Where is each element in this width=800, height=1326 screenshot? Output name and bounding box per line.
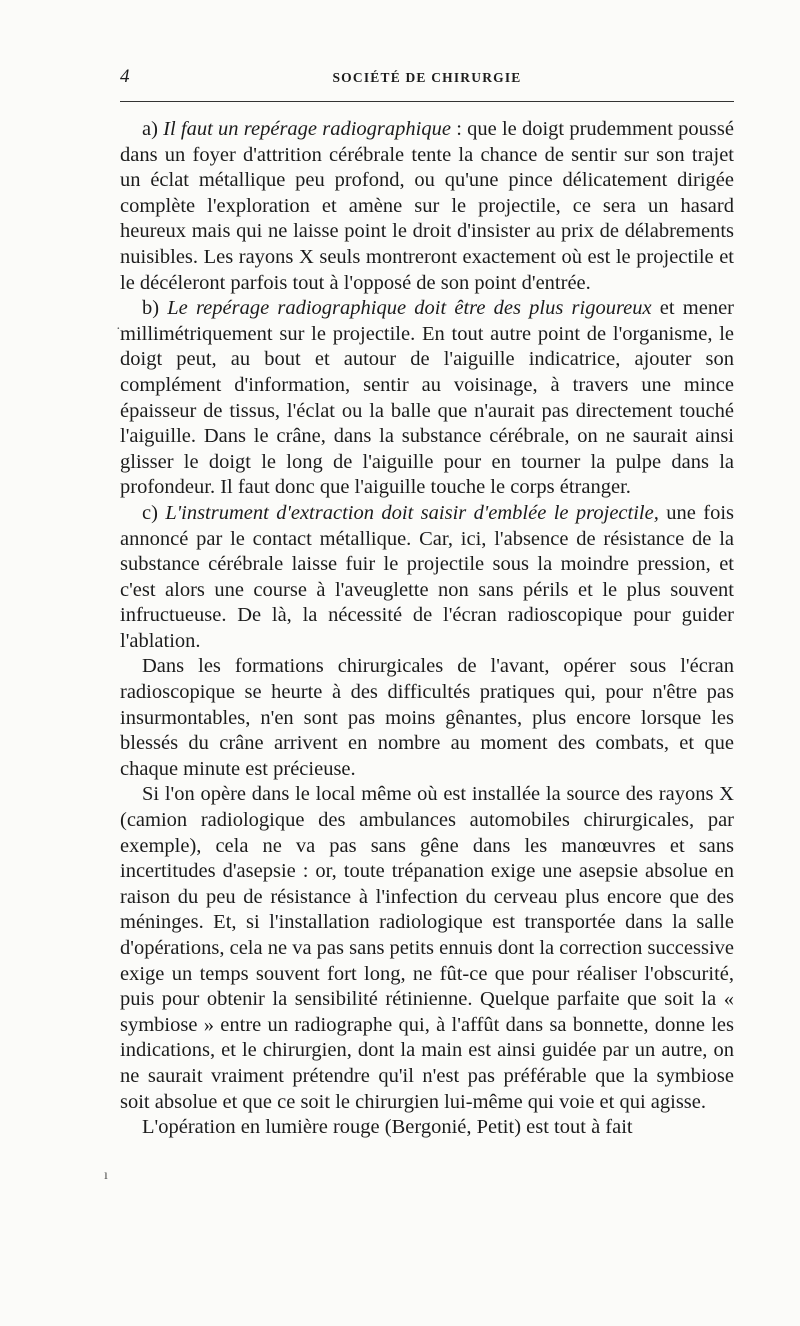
page-header (120, 66, 734, 94)
paragraph-text: : que le doigt prudemment poussé dans un foyer d'attrition cérébrale tente la chance de sentir sur son trajet un éclat métallique peu profond, ou qu'une pince délicatement dirigée complète l'exploration et amène sur le projectile, ce sera un hasard heureux mais qui ne laisse point le droit d'insister au prix de délabrements nuisibles. Les rayons X seuls montreront exactement où est le projectile et le décéleront parfois tout à l'opposé de son point d'entrée. (120, 118, 734, 294)
paragraph-emphasis: L'instrument d'extraction doit saisir d'emblée le projectile, (165, 501, 659, 524)
paragraph-local (120, 782, 734, 1115)
paragraph-text: une fois annoncé par le contact métallique. Car, ici, l'absence de résistance de la substance cérébrale laisse fuir le projectile sous la moindre pression, et c'est alors une course à l'aveuglette non sans périls et le plus souvent infructueuse. De là, la nécessité de l'écran radioscopique pour guider l'ablation. (120, 501, 734, 652)
paragraph-text: et mener millimétriquement sur le projectile. En tout autre point de l'organisme, le doigt peut, au bout et autour de l'aiguille indicatrice, ajouter son complément d'information, sentir au voisinage, à travers une mince épaisseur de tissus, l'éclat ou la balle que n'aurait pas directement touché l'aiguille. Dans le crâne, dans la substance cérébrale, on ne saurait ainsi glisser le doigt le long de l'aiguille pour en tourner la pulpe dans la profondeur. Il faut donc que l'aiguille touche le corps étranger. (120, 297, 734, 499)
paragraph-a (120, 117, 734, 296)
paragraph-label: b) (142, 297, 160, 320)
paragraph-b (120, 296, 734, 501)
paragraph-formations (120, 654, 734, 782)
paragraph-text: Dans les formations chirurgicales de l'avant, opérer sous l'écran radioscopique se heurte à des difficultés pratiques qui, pour n'être pas insurmontables, n'en sont pas moins gênantes, plus encore lorsque les blessés du crâne arrivent en nombre au moment des combats, et que chaque minute est précieuse. (120, 655, 734, 780)
paragraph-label: a) (142, 118, 158, 140)
header-rule (120, 101, 734, 102)
paragraph-lumiere-rouge (120, 1115, 734, 1141)
running-title: SOCIÉTÉ DE CHIRURGIE (332, 70, 522, 85)
margin-tick: · (116, 322, 121, 337)
paragraph-emphasis: Il faut un repérage radiographique (163, 118, 451, 140)
paragraph-text: Si l'on opère dans le local même où est installée la source des rayons X (camion radiologique des ambulances automobiles chirurgicales, par exemple), cela ne va pas sans gêne dans les manœuvres et sans incertitudes d'asepsie : or, toute trépanation exige une asepsie absolue en raison du peu de résistance à l'infection du cerveau plus encore que des méninges. Et, si l'installation radiologique est transportée dans la salle d'opérations, cela ne va pas sans petits ennuis dont la correction successive exige un temps souvent fort long, ne fût-ce que pour réaliser l'obscurité, puis pour obtenir la sensibilité rétinienne. Quelque parfaite que soit la « symbiose » entre un radiographe qui, à l'affût dans sa bonnette, donne les indications, et le chirurgien, dont la main est ainsi guidée par un autre, on ne saurait vraiment prétendre qu'il n'est pas préférable que la symbiose soit absolue et que ce soit le chirurgien lui-même qui voie et qui agisse. (120, 783, 734, 1113)
page-number: 4 (120, 66, 130, 87)
paragraph-emphasis: Le repérage radiographique doit être des plus rigoureux (167, 297, 652, 320)
margin-tick: ı (104, 1168, 108, 1183)
body-text (120, 117, 734, 1141)
paragraph-c (120, 501, 734, 655)
paragraph-text: L'opération en lumière rouge (Bergonié, Petit) est tout à fait (142, 1116, 633, 1139)
paragraph-label: c) (142, 501, 158, 524)
